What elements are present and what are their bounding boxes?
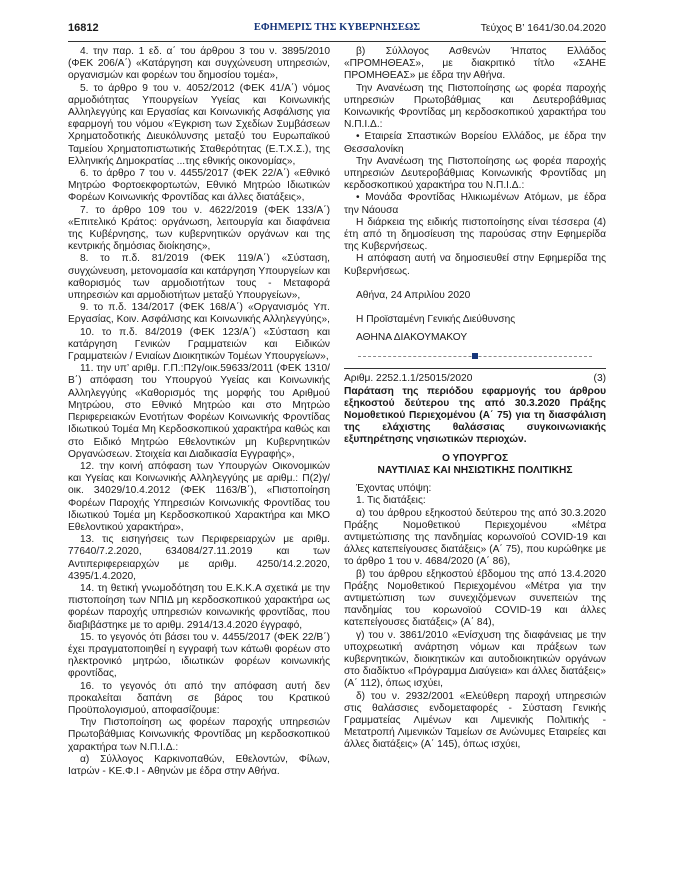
paragraph: α) Σύλλογος Καρκινοπαθών, Εθελοντών, Φίλων, Ιατρών - ΚΕ.Φ.Ι - Αθηνών με έδρα στην Αθήνα.: [68, 753, 330, 777]
left-column: [68, 46, 330, 778]
paragraph: 4. την παρ. 1 εδ. α΄ του άρθρου 3 του ν. 3895/2010 (ΦΕΚ 206/Α΄) «Κατάργηση και συγχώνευση υπηρεσιών, οργανισμών και φορέων του δημοσίου τομέα»,: [68, 46, 330, 82]
paragraph: 7. το άρθρο 109 του ν. 4622/2019 (ΦΕΚ 133/Α΄) «Επιτελικό Κράτος: οργάνωση, λειτουργία και διαφάνεια της Κυβέρνησης, των κυβερνητικών οργάνων και της κεντρικής δημόσιας διοίκησης»,: [68, 204, 330, 253]
paragraph: • Μονάδα Φροντίδας Ηλικιωμένων Ατόμων, με έδρα την Νάουσα: [344, 192, 606, 216]
ministry-heading: ΝΑΥΤΙΛΙΑΣ ΚΑΙ ΝΗΣΙΩΤΙΚΗΣ ΠΟΛΙΤΙΚΗΣ: [377, 464, 573, 476]
signature-place-date: Αθήνα, 24 Απριλίου 2020: [356, 289, 471, 301]
paragraph: 5. το άρθρο 9 του ν. 4052/2012 (ΦΕΚ 41/Α΄) νόμος αρμοδιότητας Υπουργείων Υγείας και Κοινωνικής Αλληλεγγύης και Εργασίας και Κοινωνικής Ασφάλισης για εφαρμογή του νόμου «Έγκριση των Σχεδίων Συμβάσεων Χρηματοδοτικής Διευκόλυνσης μεταξύ του Ευρωπαϊκού Ταμείου Χρηματοπιστωτικής Σταθερότητας (Ε.Τ.Χ.Σ.), της Ελληνικής Δημοκρατίας ...της εθνικής οικονομίας»,: [68, 82, 330, 167]
right-column: [344, 46, 606, 752]
paragraph: 12. την κοινή απόφαση των Υπουργών Οικονομικών και Υγείας και Κοινωνικής Αλληλεγγύης με αριθμ.: Π(2)γ/ οικ. 34029/10.4.2012 (ΦΕΚ 1163/Β΄), «Πιστοποίηση Φορέων Παροχής Υπηρεσιών Κοινωνικής Φροντίδας του Ιδιωτικού Τομέα μη Κερδοσκοπικού Χαρακτήρα και ΜΚΟ Εθελοντικού χαρακτήρα»,: [68, 460, 330, 533]
signature-role: Η Προϊσταμένη Γενικής Διεύθυνσης: [356, 314, 516, 326]
paragraph: Η απόφαση αυτή να δημοσιευθεί στην Εφημερίδα της Κυβερνήσεως.: [344, 253, 606, 277]
paragraph: β) Σύλλογος Ασθενών Ήπατος Ελλάδος «ΠΡΟΜΗΘΕΑΣ», με διακριτικό τίτλο «ΣΑΗΕ ΠΡΟΜΗΘΕΑΣ» με έδρα την Αθήνα.: [344, 46, 606, 82]
paragraph: 14. τη θετική γνωμοδότηση του Ε.Κ.Κ.Α σχετικά με την πιστοποίηση των ΝΠΙΔ μη κερδοσκοπικού χαρακτήρα ως φορέων παροχής υπηρεσιών κοινωνικής φροντίδας, που διαβιβάστηκε με το αριθμ. 2914/13.4.2020 έγγραφό,: [68, 582, 330, 631]
paragraph: 13. τις εισηγήσεις των Περιφερειαρχών με αριθμ. 77640/7.2.2020, 634084/27.11.2019 και των Αντιπεριφερειαρχών με αριθμ. 4250/14.2.2020, 4395/1.4.2020,: [68, 534, 330, 582]
provision-clause: α) του άρθρου εξηκοστού δεύτερου της από 30.3.2020 Πράξης Νομοθετικού Περιεχομένου «Μέτρα αντιμετώπισης της πανδημίας κορωνοϊού COVID-19 και άλλες κατεπείγουσες διατάξεις» (Α΄ 75), που κυρώθηκε με το άρθρο 1 του ν. 4684/2020 (Α΄ 86),: [344, 507, 606, 568]
paragraph: 8. το π.δ. 81/2019 (ΦΕΚ 119/Α΄) «Σύσταση, συγχώνευση, μετονομασία και κατάργηση Υπουργείων και καθορισμός των αρμοδιοτήτων τους - Μεταφορά υπηρεσιών και αρμοδιοτήτων μεταξύ Υπουργείων»,: [68, 253, 330, 302]
issue-reference: Τεύχος B’ 1641/30.04.2020: [480, 22, 606, 34]
decision-sequence: (3): [593, 373, 606, 385]
separator-square-icon: [472, 353, 478, 359]
considerations-intro: Έχοντας υπόψη:: [356, 483, 432, 495]
provision-item: 1. Τις διατάξεις:: [356, 495, 426, 507]
page-number: 16812: [68, 22, 99, 34]
paragraph: 15. το γεγονός ότι βάσει του ν. 4455/2017 (ΦΕΚ 22/Β΄) έχει πραγματοποιηθεί η εγγραφή των κάτωθι φορέων στο ηλεκτρονικό μητρώο, ιδιωτικών φορέων κοινωνικής φροντίδας,: [68, 631, 330, 680]
provision-clause: β) του άρθρου εξηκοστού έβδομου της από 13.4.2020 Πράξης Νομοθετικού Περιεχομένου «Μέτρα για την αντιμετώπιση των συνεχιζόμενων συνεπειών της πανδημίας του κορωνοϊού COVID-19 και άλλες κατεπείγουσες διατάξεις» (Α΄ 84),: [344, 568, 606, 629]
signature-name: ΑΘΗΝΑ ΔΙΑΚΟΥΜΑΚΟΥ: [356, 332, 468, 344]
paragraph: Την Πιστοποίηση ως φορέων παροχής υπηρεσιών Πρωτοβάθμιας Κοινωνικής Φροντίδας μη κερδοσκοπικού χαρακτήρα των Ν.Π.Ι.Δ.:: [68, 717, 330, 753]
gazette-title: ΕΦΗΜΕΡΙΣ ΤΗΣ ΚΥΒΕΡΝΗΣΕΩΣ: [253, 22, 421, 33]
minister-heading: Ο ΥΠΟΥΡΓΟΣ: [441, 452, 509, 464]
paragraph: Την Ανανέωση της Πιστοποίησης ως φορέα παροχής υπηρεσιών Πρωτοβάθμιας και Δευτεροβάθμιας Κοινωνικής Φροντίδας μη κερδοσκοπικού χαρακτήρα του Ν.Π.Ι.Δ.:: [344, 82, 606, 131]
paragraph: 9. το π.δ. 134/2017 (ΦΕΚ 168/Α΄) «Οργανισμός Υπ. Εργασίας, Κοιν. Ασφάλισης και Κοινωνικής Αλληλεγγύης»,: [68, 302, 331, 326]
paragraph: 16. το γεγονός ότι από την απόφαση αυτή δεν προκαλείται δαπάνη σε βάρος του Κρατικού Προϋπολογισμού, αποφασίζουμε:: [68, 680, 330, 716]
paragraph: 11. την υπ’ αριθμ. Γ.Π.:Π2γ/οικ.59633/2011 (ΦΕΚ 1310/Β΄) απόφαση του Υπουργού Υγείας και Κοινωνικής Αλληλεγγύης «Καθορισμός της μορφής του Αριθμού Μητρώου, στο Εθνικό Μητρώο και στο Μητρώο Περιφερειακών Ενοτήτων Φορέων Κοινωνικής Φροντίδας Ιδιωτικού Τομέα Μη Κερδοσκοπικού χαρακτήρα καθώς και στο Ειδικό Μητρώο Εθελοντικών μη Κυβερνητικών Οργανώσεων. Στοιχεία και Διαδικασία Εγγραφής»,: [68, 363, 330, 460]
paragraph: 10. το π.δ. 84/2019 (ΦΕΚ 123/Α΄) «Σύσταση και κατάργηση Γενικών Γραμματειών και Ειδικών Γραμματειών / Ενιαίων Διοικητικών Τομέων Υπουργείων»,: [68, 326, 330, 363]
decision-number: Αριθμ. 2252.1.1/25015/2020: [344, 373, 473, 385]
paragraph: • Εταιρεία Σπαστικών Βορείου Ελλάδος, με έδρα την Θεσσαλονίκη: [344, 131, 606, 155]
paragraph: Την Ανανέωση της Πιστοποίησης ως φορέα παροχής υπηρεσιών Δευτεροβάθμιας Κοινωνικής Φροντίδας μη κερδοσκοπικού χαρακτήρα του Ν.Π.Ι.Δ.:: [344, 155, 606, 192]
decision-number-row: [344, 368, 606, 385]
provision-clause: γ) του ν. 3861/2010 «Ενίσχυση της διαφάνειας με την υποχρεωτική ανάρτηση νόμων και πράξεων των κυβερνητικών, διοικητικών και αυτοδιοικητικών οργάνων στο διαδίκτυο «Πρόγραμμα Διαύγεια» και άλλες διατάξεις» (Α΄ 112), όπως ισχύει,: [344, 629, 606, 690]
page-header: [68, 22, 606, 38]
provision-clause: δ) του ν. 2932/2001 «Ελεύθερη παροχή υπηρεσιών στις θαλάσσιες ενδομεταφορές - Σύσταση Γενικής Γραμματείας Λιμένων και Λιμενικής Πολιτικής - Μετατροπή Λιμενικών Ταμείων σε Ανώνυμες Εταιρείες και άλλες διατάξεις» (Α΄ 145), όπως ισχύει,: [344, 690, 606, 751]
header-divider: [68, 41, 606, 42]
decision-title: Παράταση της περιόδου εφαρμογής του άρθρου εξηκοστού δεύτερου της από 30.3.2020 Πράξης Νομοθετικού Περιεχομένου (Α΄ 75) για τη διασφάλιση της ελάχιστης θαλάσσιας συγκοινωνιακής εξυπηρέτησης νησιωτικών περιοχών.: [344, 385, 606, 446]
paragraph: 6. το άρθρο 7 του ν. 4455/2017 (ΦΕΚ 22/Α΄) «Εθνικό Μητρώο Φορτοεκφορτωτών, Εθνικό Μητρώο Ιδιωτικών Φορέων Κοινωνικής Φροντίδας και άλλες διατάξεις»,: [68, 168, 330, 204]
section-separator: [344, 350, 606, 362]
paragraph: Η διάρκεια της ειδικής πιστοποίησης είναι τέσσερα (4) έτη από τη δημοσίευση της παρούσας στην Εφημερίδα της Κυβερνήσεως.: [344, 216, 606, 253]
